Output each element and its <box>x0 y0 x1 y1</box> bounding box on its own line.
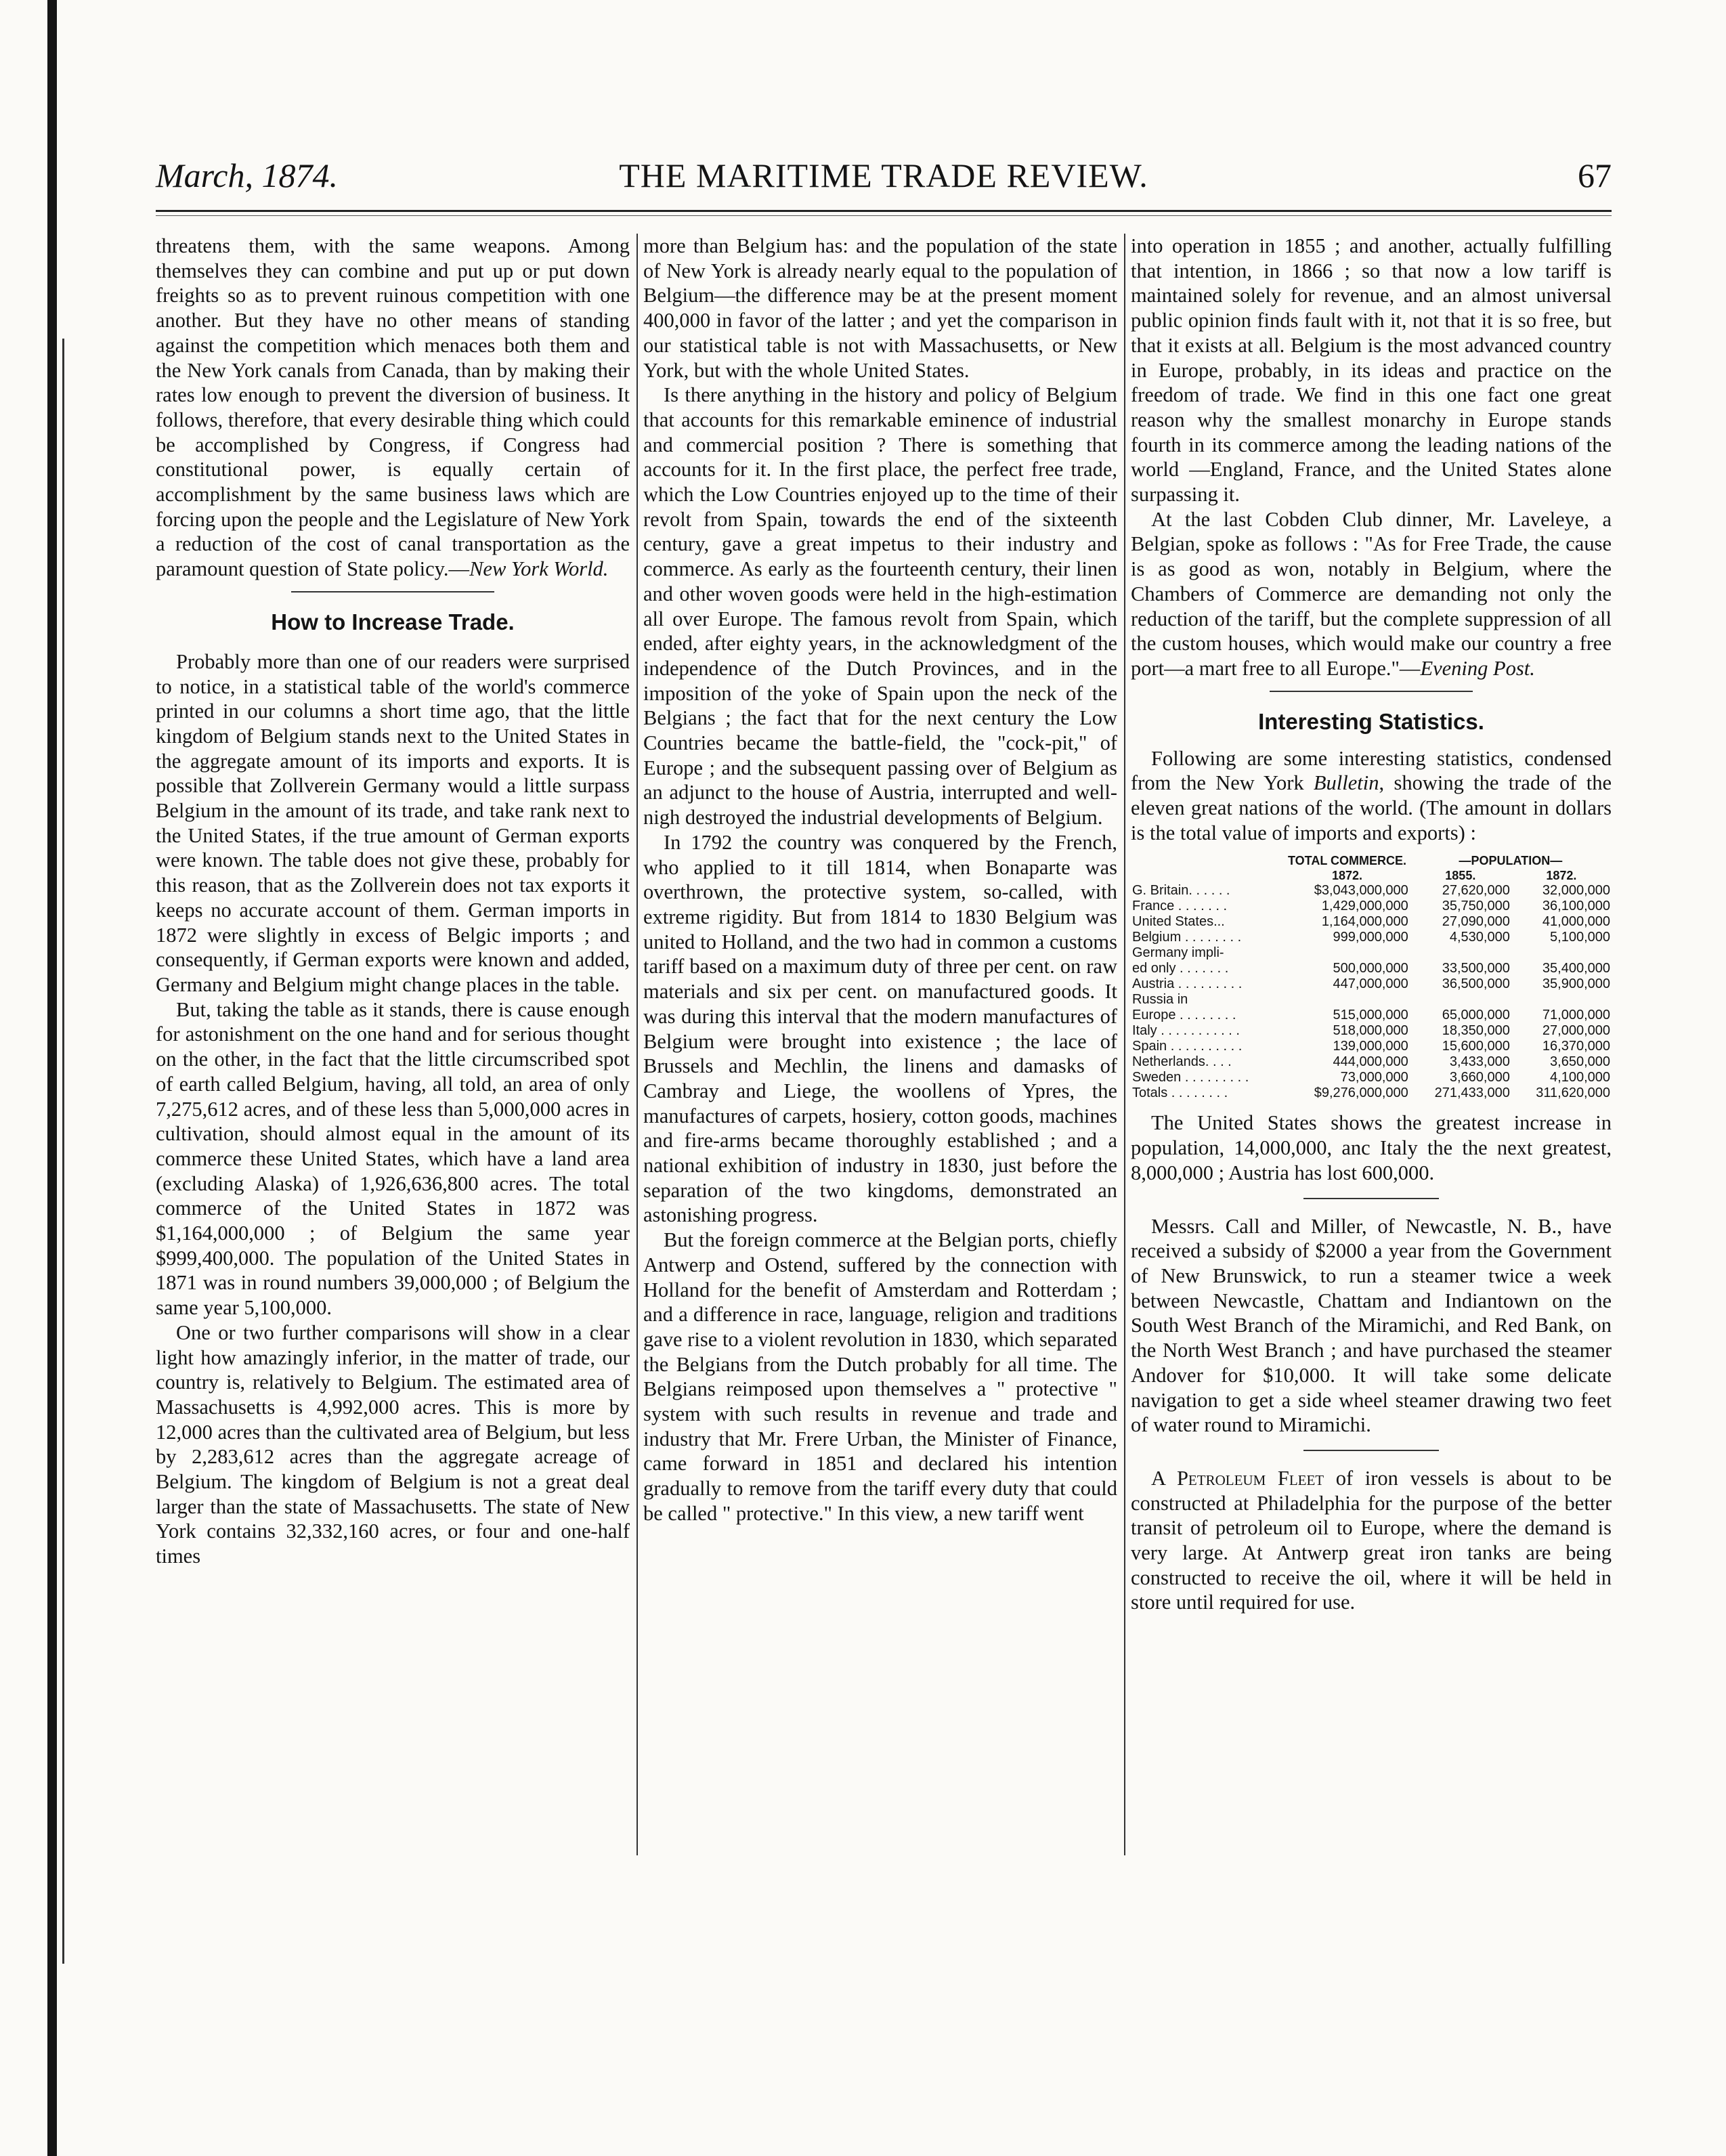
table-cell-country: Sweden . . . . . . . . . <box>1132 1070 1249 1085</box>
article-separator <box>1303 1450 1439 1451</box>
table-cell-commerce: 444,000,000 <box>1333 1054 1408 1070</box>
table-row <box>1131 945 1612 961</box>
header-title: THE MARITIME TRADE REVIEW. <box>619 156 1148 194</box>
table-cell-commerce: 1,164,000,000 <box>1321 914 1408 930</box>
table-cell-country: Belgium . . . . . . . . <box>1132 930 1242 945</box>
table-row <box>1131 899 1612 914</box>
table-cell-pop1855: 35,750,000 <box>1442 899 1510 914</box>
col3-paragraph-6: A Petroleum Fleet of iron vessels is about to be constructed at Philadelphia for the purpose of the better transit of petroleum oil to Europe, where the demand is very large. At Antwerp great iron tanks are being constructed to receive the oil, where it will be held in store until required for use. <box>1131 1466 1612 1614</box>
table-cell-commerce: 999,000,000 <box>1333 930 1408 945</box>
table-cell-commerce: 518,000,000 <box>1333 1023 1408 1039</box>
page-binding-shadow <box>62 339 64 1964</box>
col1-paragraph-3: But, taking the table as it stands, there is cause enough for astonishment on the one hand and for serious thought on the other, in the fact that the little circumscribed spot of earth called Belgium, having, all told, an area of only 7,275,612 acres, and of these less than 5,000,000 acres in cultivation, should almost equal in the amount of its commerce these United States, which have a land area (excluding Alaska) of 1,926,636,800 acres. The total commerce of the United States in 1872 was $1,164,000,000 ; of Belgium the same year $999,400,000. The population of the United States in 1871 was in round numbers 39,000,000 ; of Belgium the same year 5,100,000. <box>156 997 630 1320</box>
table-cell-pop1872: 36,100,000 <box>1542 899 1610 914</box>
table-header-population: —POPULATION— <box>1459 854 1563 868</box>
table-row <box>1131 930 1612 945</box>
table-cell-pop1872: 41,000,000 <box>1542 914 1610 930</box>
table-cell-country: France . . . . . . . <box>1132 899 1228 914</box>
table-cell-pop1855: 65,000,000 <box>1442 1008 1510 1023</box>
table-cell-pop1855 <box>1410 992 1511 1008</box>
table-cell-pop1872: 4,100,000 <box>1550 1070 1610 1085</box>
statistics-table-body <box>1131 883 1612 1085</box>
table-cell-commerce: 447,000,000 <box>1333 976 1408 992</box>
column-3 <box>1131 234 1612 1615</box>
table-row <box>1131 883 1612 899</box>
table-cell-pop1855: 33,500,000 <box>1442 961 1510 976</box>
table-cell-pop1872: 35,900,000 <box>1542 976 1610 992</box>
header-rule-thin <box>156 215 1612 216</box>
col2-paragraph-2: Is there anything in the history and policy of Belgium that accounts for this remarkable eminence of industrial and commercial position ? There is something that accounts for it. In the first place, the perfect free trade, which the Low Countries enjoyed up to the time of their revolt from Spain, towards the end of the sixteenth century, gave a great impetus to their industry and commerce. As early as the fourteenth century, their linen and other woven goods were held in the high-estimation all over Europe. The famous revolt from Spain, which ended, after eighty years, in the acknowledgment of the independence of the Dutch Provinces, and in the imposition of the yoke of Spain upon the neck of the Belgians ; the fact that for the next century the Low Countries became the battle-field, the "cock-pit," of Europe ; and the subsequent passing over of Belgium as an adjunct to the house of Austria, interrupted and well-nigh destroyed the industrial developments of Belgium. <box>643 383 1117 829</box>
table-cell-pop1855: 4,530,000 <box>1449 930 1510 945</box>
table-cell-pop1872: 16,370,000 <box>1542 1039 1610 1054</box>
article-separator <box>1270 691 1473 692</box>
table-row <box>1131 1008 1612 1023</box>
article-separator <box>291 591 494 592</box>
table-cell-pop1855: 36,500,000 <box>1442 976 1510 992</box>
col2-paragraph-1: more than Belgium has: and the population of the state of New York is already nearly equal to the population of Belgium—the difference may be at the present moment 400,000 in favor of the latter ; and yet the comparison in our statistical table is not with Massachusetts, or New York, but with the whole United States. <box>643 234 1117 382</box>
table-cell-pop1855: 3,433,000 <box>1449 1054 1510 1070</box>
header-rule <box>156 210 1612 212</box>
column-2 <box>643 234 1117 1526</box>
table-cell-pop1872: 32,000,000 <box>1542 883 1610 899</box>
table-row <box>1131 914 1612 930</box>
table-cell-pop1855 <box>1410 945 1511 961</box>
table-cell-commerce <box>1285 945 1410 961</box>
table-row <box>1131 1070 1612 1085</box>
table-cell-pop1872: 35,400,000 <box>1542 961 1610 976</box>
page-header <box>156 156 1612 210</box>
table-cell-country: Russia in <box>1132 992 1188 1008</box>
table-cell-country: Italy . . . . . . . . . . . <box>1132 1023 1240 1039</box>
header-date: March, 1874. <box>156 156 338 194</box>
table-cell-pop1872: 3,650,000 <box>1550 1054 1610 1070</box>
article-heading-statistics: Interesting Statistics. <box>1258 708 1484 734</box>
table-cell-commerce: 515,000,000 <box>1333 1008 1408 1023</box>
statistics-table <box>1131 853 1612 1101</box>
table-cell-country: ed only . . . . . . . <box>1132 961 1229 976</box>
header-page-number: 67 <box>1578 156 1612 194</box>
table-header-total: TOTAL COMMERCE. <box>1287 854 1406 868</box>
col1-paragraph-1: threatens them, with the same weapons. Among themselves they can combine and put up or put down freights so as to prevent ruinous competition with one another. But they have no other means of standing against the competition which menaces both them and the New York canals from Canada, than by making their rates low enough to prevent the diversion of business. It follows, therefore, that every desirable thing which could be accomplished by Congress, if Congress had constitutional power, is equally certain of accomplishment by the same business laws which are forcing upon the people and the Legislature of New York a reduction of the cost of canal transportation as the paramount question of State policy.—New York World. <box>156 234 630 581</box>
column-1 <box>156 234 630 1569</box>
table-cell-pop1855: 27,620,000 <box>1442 883 1510 899</box>
article-heading-increase-trade: How to Increase Trade. <box>271 609 515 634</box>
column-divider-1 <box>637 234 638 1855</box>
table-header-pop-1855: 1855. <box>1445 869 1476 883</box>
table-totals-row: Totals . . . . . . . . $9,276,000,000 271,433,000 311,620,000 <box>1132 1085 1610 1101</box>
col3-paragraph-1: into operation in 1855 ; and another, actually fulfilling that intention, in 1866 ; so that now a low tariff is maintained solely for revenue, and an almost universal public opinion finds fault with it, not that it is so free, but that it exists at all. Belgium is the most advanced country in Europe, probably, in its ideas and practice on the freedom of trade. We find in this one fact one great reason why the smallest monarchy in Europe stands fourth in its commerce among the leading nations of the world —England, France, and the United States alone surpassing it. <box>1131 234 1612 506</box>
table-row <box>1131 976 1612 992</box>
column-divider-2 <box>1124 234 1125 1855</box>
col1-source: New York World. <box>469 557 609 581</box>
table-row <box>1131 961 1612 976</box>
col3-paragraph-3: Following are some interesting statistics, condensed from the New York Bulletin, showing the trade of the eleven great nations of the world. (The amount in dollars is the total value of imports and exports) : <box>1131 746 1612 844</box>
table-cell-commerce: $3,043,000,000 <box>1314 883 1408 899</box>
table-cell-country: Spain . . . . . . . . . . <box>1132 1039 1243 1054</box>
table-cell-country: G. Britain. . . . . . <box>1132 883 1230 899</box>
col1-paragraph-4: One or two further comparisons will show in a clear light how amazingly inferior, in the matter of trade, our country is, relatively to Belgium. The estimated area of Massachusetts is 4,992,000 acres. This is more by 12,000 acres than the cultivated area of Belgium, but less by 2,283,612 acres than the aggregate acreage of Belgium. The kingdom of Belgium is not a great deal larger than the state of Massachusetts. The state of New York contains 32,332,160 acres, or four and one-half times <box>156 1320 630 1568</box>
table-row <box>1131 1054 1612 1070</box>
col1-paragraph-2: Probably more than one of our readers were surprised to notice, in a statistical table of the world's commerce printed in our columns a short time ago, that the little kingdom of Belgium stands next to the United States in the aggregate amount of its imports and exports. It is possible that Zollverein Germany would a little surpass Belgium in the amount of its trade, and take rank next to the United States, if the true amount of German exports were known. The table does not give these, probably for this reason, that as the Zollverein does not tax exports it keeps no accurate account of them. German imports in 1872 were slightly in excess of Belgic imports ; and consequently, if German exports were known and added, Germany and Belgium might change places in the table. <box>156 649 630 996</box>
page-binding-edge <box>47 0 57 2156</box>
table-cell-pop1855: 3,660,000 <box>1449 1070 1510 1085</box>
article-separator <box>1303 1198 1439 1199</box>
table-header-pop-1872: 1872. <box>1546 869 1577 883</box>
table-cell-pop1872: 27,000,000 <box>1542 1023 1610 1039</box>
table-cell-pop1872: 71,000,000 <box>1542 1008 1610 1023</box>
col2-paragraph-4: But the foreign commerce at the Belgian ports, chiefly Antwerp and Ostend, suffered by the connection with Holland for the benefit of Amsterdam and Rotterdam ; and a difference in race, language, religion and traditions gave rise to a violent revolution in 1830, which separated the Belgians from the Dutch probably for all time. The Belgians reimposed upon themselves a " protective " system with such results in revenue and trade and industry that Mr. Frere Urban, the Minister of Finance, came forward in 1851 and declared his intention gradually to remove from the tariff every duty that could be called " protective." In this view, a new tariff went <box>643 1228 1117 1525</box>
table-cell-country: Europe . . . . . . . . <box>1132 1008 1236 1023</box>
table-cell-pop1855: 15,600,000 <box>1442 1039 1510 1054</box>
col3-paragraph-2: At the last Cobden Club dinner, Mr. Laveleye, a Belgian, spoke as follows : "As for Free Trade, the cause is as good as won, notably in Belgium, where the Chambers of Commerce are demanding not only the reduction of the tariff, but the complete suppression of all the custom houses, which would make our country a free port—a mart free to all Europe."—Evening Post. <box>1131 507 1612 680</box>
table-cell-country: United States... <box>1132 914 1225 930</box>
table-row <box>1131 1039 1612 1054</box>
table-row <box>1131 1023 1612 1039</box>
table-cell-country: Austria . . . . . . . . . <box>1132 976 1243 992</box>
col2-paragraph-3: In 1792 the country was conquered by the French, who applied to it till 1814, when Bonaparte was overthrown, the protective system, so-called, with extreme rigidity. But from 1814 to 1830 Belgium was united to Holland, and the two had in common a customs tariff based on a maximum duty of three per cent. on raw materials and six per cent. on manufactured goods. It was during this interval that the modern manufactures of Belgium were brought into existence ; the lace of Brussels and Mechlin, the linens and damasks of Cambray and Liege, the woollens of Ypres, the manufactures of carpets, hosiery, cotton goods, machines and fire-arms became thoroughly established ; and a national exhibition of industry in 1830, just before the separation of the two kingdoms, demonstrated an astonishing progress. <box>643 830 1117 1227</box>
table-cell-commerce: 1,429,000,000 <box>1321 899 1408 914</box>
table-cell-commerce: 500,000,000 <box>1333 961 1408 976</box>
table-cell-commerce: 73,000,000 <box>1340 1070 1408 1085</box>
col3-source: Evening Post. <box>1420 656 1535 680</box>
table-cell-country: Netherlands. . . . <box>1132 1054 1232 1070</box>
table-cell-commerce: 139,000,000 <box>1333 1039 1408 1054</box>
table-cell-commerce <box>1285 992 1410 1008</box>
table-cell-pop1855: 18,350,000 <box>1442 1023 1510 1039</box>
table-cell-pop1855: 27,090,000 <box>1442 914 1510 930</box>
table-cell-pop1872: 5,100,000 <box>1550 930 1610 945</box>
table-cell-country: Germany impli- <box>1132 945 1224 961</box>
table-row <box>1131 992 1612 1008</box>
col3-paragraph-4: The United States shows the greatest increase in population, 14,000,000, anc Italy the the next greatest, 8,000,000 ; Austria has lost 600,000. <box>1131 1111 1612 1184</box>
table-header-total-year: 1872. <box>1331 869 1362 883</box>
col3-paragraph-5: Messrs. Call and Miller, of Newcastle, N. B., have received a subsidy of $2000 a year from the Government of New Brunswick, to run a steamer twice a week between Newcastle, Chattam and Indiantown on the South West Branch of the Miramichi, and Red Bank, on the North West Branch ; and have purchased the steamer Andover for $10,000. It will take some delicate navigation to get a side wheel steamer drawing two feet of water round to Miramichi. <box>1131 1214 1612 1437</box>
table-cell-pop1872 <box>1511 945 1612 961</box>
table-cell-pop1872 <box>1511 992 1612 1008</box>
